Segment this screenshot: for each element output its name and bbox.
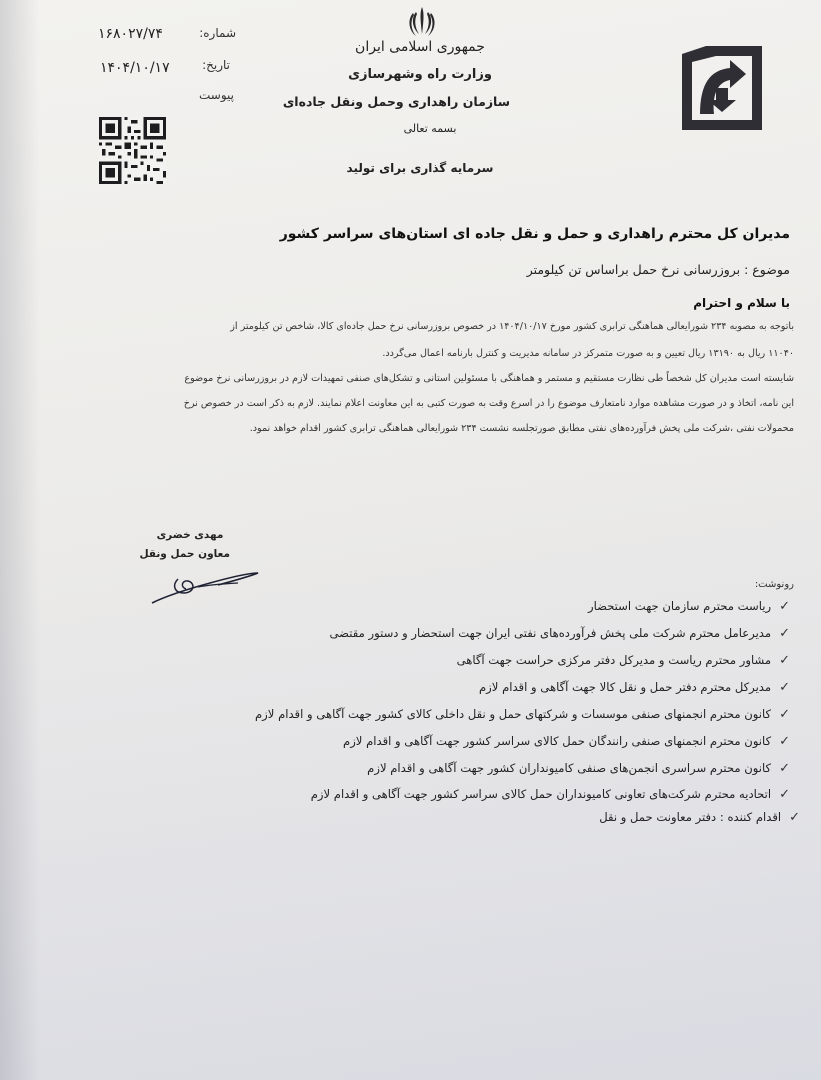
checkmark-icon: ✓ <box>779 626 790 641</box>
checkmark-icon: ✓ <box>779 599 790 614</box>
greeting: با سلام و احترام <box>693 296 790 310</box>
body-line-3: شایسته است مدیران کل شخصاً طی نظارت مستقیم و مستمر و هماهنگی با مسئولین استانی و تشکل‌های صنفی تمهیدات لازم در بروزرسانی نرخ موضوع <box>184 373 794 384</box>
subject-line: موضوع : بروزرسانی نرخ حمل براساس تن کیلومتر <box>526 262 790 277</box>
attachment-label: پیوست <box>199 88 234 102</box>
handwritten-signature <box>148 565 263 607</box>
body-line-5: محمولات نفتی ،شرکت ملی پخش فرآورده‌های نفتی مطابق صورتجلسه نشست ۲۳۴ شورایعالی هماهنگی ترابری کشور اقدام خواهد نمود. <box>249 423 794 434</box>
cc-item: ✓مشاور محترم ریاست و مدیرکل دفتر مرکزی حراست جهت آگاهی <box>456 653 790 668</box>
date-value: ۱۴۰۴/۱۰/۱۷ <box>100 60 170 76</box>
body-line-1: باتوجه به مصوبه ۲۳۴ شورایعالی هماهنگی ترابری کشور مورخ ۱۴۰۴/۱۰/۱۷ در خصوص بروزرسانی نرخ حمل جاده‌ای کالا، شاخص تن کیلومتر از <box>230 321 794 332</box>
organization-title: سازمان راهداری وحمل ونقل جاده‌ای <box>282 94 510 109</box>
checkmark-icon: ✓ <box>779 680 790 695</box>
checkmark-icon: ✓ <box>779 707 790 722</box>
signatory-name: مهدی خضری <box>156 529 224 541</box>
recipient-line: مدیران کل محترم راهداری و حمل و نقل جاده ای استان‌های سراسر کشور <box>279 226 790 242</box>
rmto-logo-icon <box>676 44 768 132</box>
cc-item: ✓کانون محترم انجمنهای صنفی رانندگان حمل کالای سراسر کشور جهت آگاهی و اقدام لازم <box>343 734 790 749</box>
checkmark-icon: ✓ <box>779 761 790 776</box>
number-label: شماره: <box>199 26 236 40</box>
cc-item: ✓کانون محترم سراسری انجمن‌های صنفی کامیونداران کشور جهت آگاهی و اقدام لازم <box>367 761 790 776</box>
cc-item: ✓مدیرعامل محترم شرکت ملی پخش فرآورده‌های نفتی ایران جهت استحضار و دستور مقتضی <box>329 626 790 641</box>
number-value: ۱۶۸۰۲۷/۷۴ <box>98 26 163 42</box>
basmala: بسمه تعالی <box>403 122 457 135</box>
qr-code-icon <box>99 117 166 184</box>
cc-item: ✓اتحادیه محترم شرکت‌های تعاونی کامیونداران حمل کالای سراسر کشور جهت آگاهی و اقدام لازم <box>310 787 790 802</box>
date-label: تاریخ: <box>202 58 230 72</box>
body-line-2: ۱۱۰۴۰ ریال به ۱۳۱۹۰ ریال تعیین و به صورت متمرکز در سامانه مدیریت و کنترل بارنامه اعمال می‌گردد. <box>382 348 794 359</box>
signatory-title: معاون حمل ونقل <box>139 548 230 560</box>
republic-title: جمهوری اسلامی ایران <box>355 39 485 55</box>
motto: سرمایه گذاری برای تولید <box>346 161 494 175</box>
body-line-4: این نامه، اتخاذ و در صورت مشاهده موارد نامتعارف موضوع را در اسرع وقت به صورت کتبی به این معاونت اعلام نمایند. لازم به ذکر است در خصوص نرخ <box>183 398 794 409</box>
iran-emblem-icon <box>404 4 440 40</box>
cc-action: ✓اقدام کننده : دفتر معاونت حمل و نقل <box>599 810 800 825</box>
cc-item: ✓مدیرکل محترم دفتر حمل و نقل کالا جهت آگاهی و اقدام لازم <box>479 680 790 695</box>
ministry-title: وزارت راه وشهرسازی <box>348 67 492 82</box>
checkmark-icon: ✓ <box>789 810 800 825</box>
checkmark-icon: ✓ <box>779 787 790 802</box>
checkmark-icon: ✓ <box>779 734 790 749</box>
cc-item: ✓ریاست محترم سازمان جهت استحضار <box>588 599 790 614</box>
cc-item: ✓کانون محترم انجمنهای صنفی موسسات و شرکتهای حمل و نقل داخلی کالای کشور جهت آگاهی و اقدام لازم <box>255 707 790 722</box>
checkmark-icon: ✓ <box>779 653 790 668</box>
cc-title: رونوشت: <box>754 579 794 590</box>
